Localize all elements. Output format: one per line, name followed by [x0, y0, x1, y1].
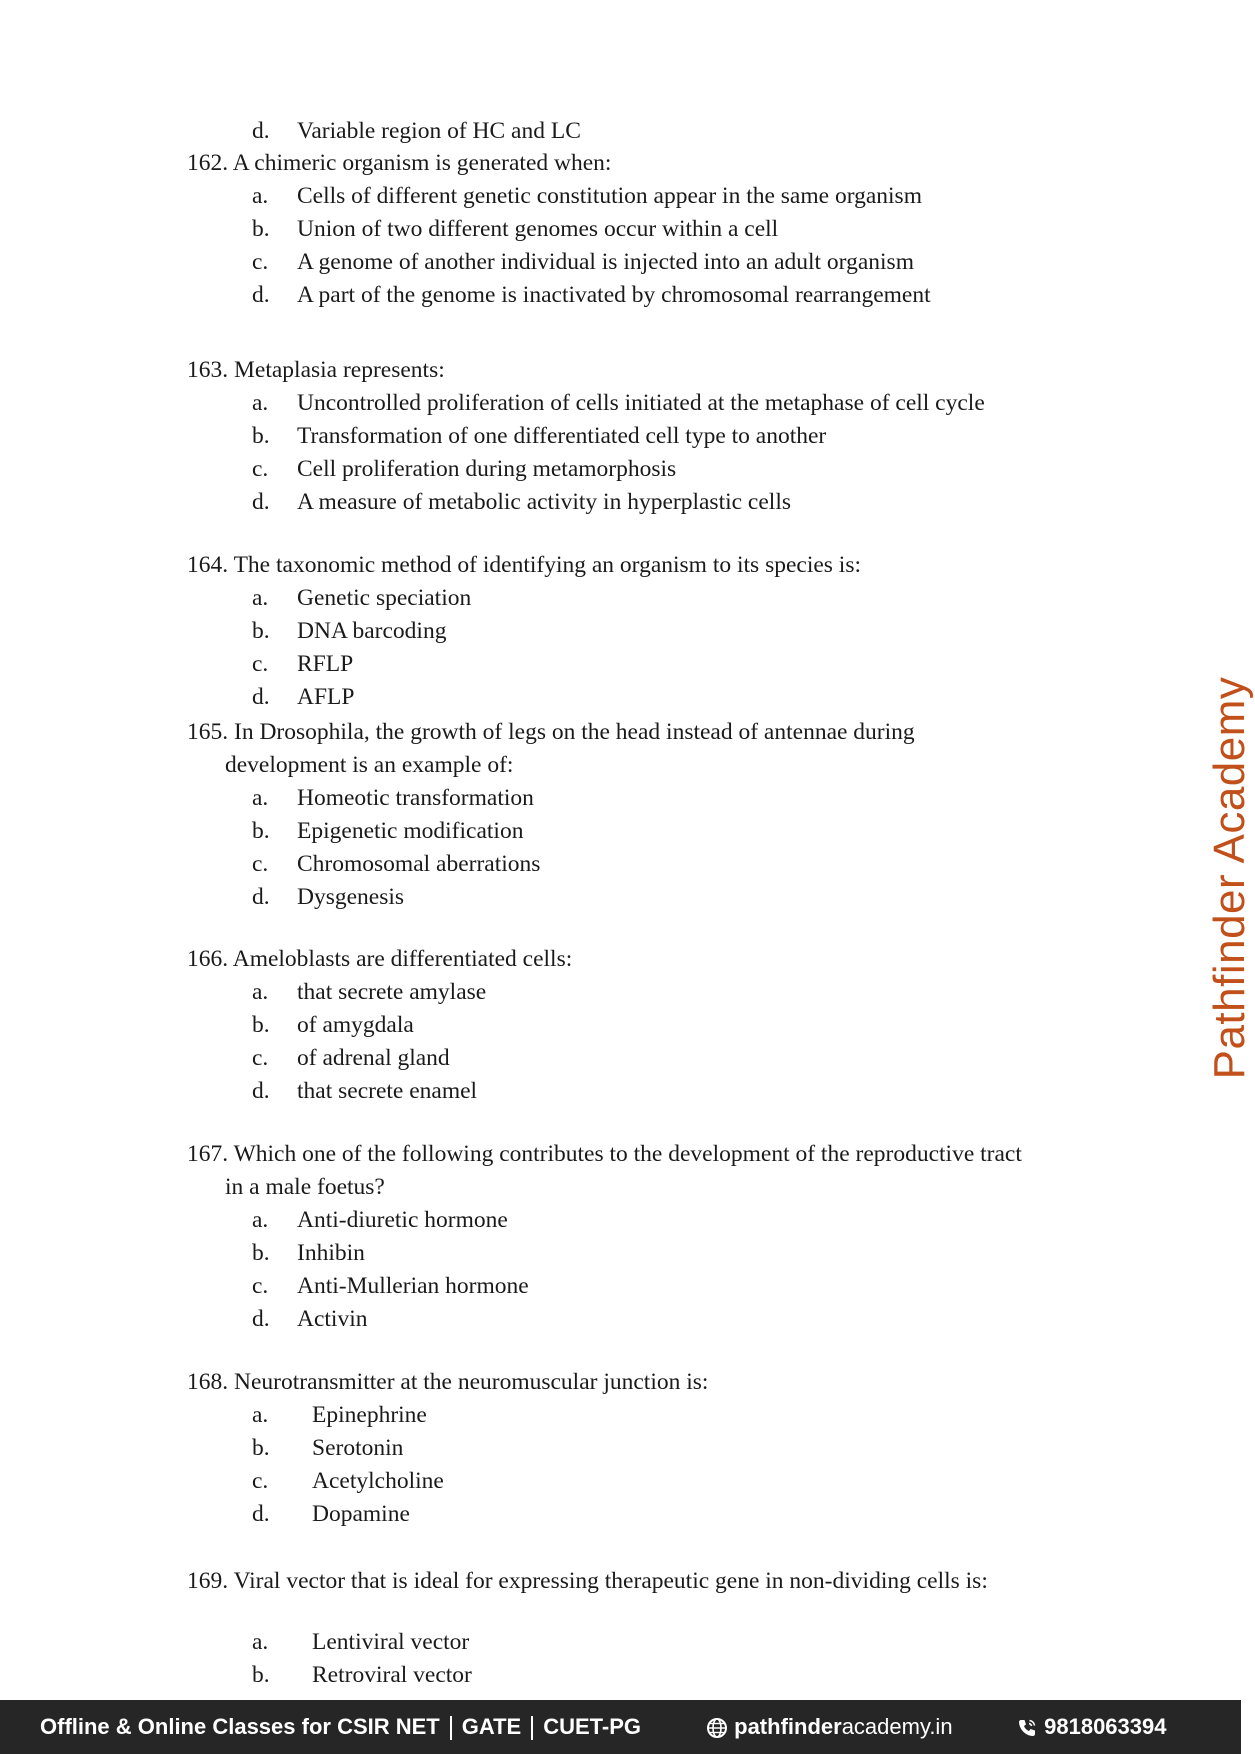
option-label: d.: [252, 884, 270, 910]
footer-phone[interactable]: [1016, 1700, 1166, 1754]
footer-exam-cuet: CUET-PG: [543, 1714, 642, 1739]
option-label: d.: [252, 684, 270, 710]
option-text: AFLP: [297, 684, 355, 710]
footer-website-bold: pathfinder: [734, 1714, 842, 1739]
option-text: DNA barcoding: [297, 618, 447, 644]
option-text: Acetylcholine: [312, 1468, 444, 1494]
option-text: A genome of another individual is injected into an adult organism: [297, 249, 914, 275]
question-166: [187, 943, 572, 1108]
option-item: [187, 1075, 572, 1108]
question-stem: Which one of the following contributes to the development of the reproductive tract: [233, 1141, 1022, 1167]
option-text: A measure of metabolic activity in hyperplastic cells: [297, 489, 791, 515]
question-number: 163.: [187, 357, 229, 383]
question-number: 167.: [187, 1141, 229, 1167]
option-item: [187, 1009, 572, 1042]
option-label: c.: [252, 851, 269, 877]
question-stem: Viral vector that is ideal for expressing therapeutic gene in non-dividing cells is:: [233, 1568, 988, 1594]
pathfinder-academy-watermark: Pathfinder Academy: [1205, 676, 1254, 1080]
option-text: Lentiviral vector: [312, 1629, 470, 1655]
option-label: d.: [252, 489, 270, 515]
option-item: [187, 1237, 1022, 1270]
question-162: [187, 147, 931, 312]
option-item: [187, 1465, 708, 1498]
question-text: [187, 549, 861, 582]
option-item: [187, 1626, 988, 1659]
option-item: [187, 681, 861, 714]
option-item: [187, 815, 915, 848]
option-label: c.: [252, 249, 269, 275]
option-label: a.: [252, 390, 269, 416]
option-item: [187, 582, 861, 615]
option-text: of amygdala: [297, 1012, 414, 1038]
question-text: [187, 716, 915, 749]
question-number: 162.: [187, 150, 229, 176]
question-number: 164.: [187, 552, 229, 578]
option-text: Anti-Mullerian hormone: [297, 1273, 529, 1299]
option-label: a.: [252, 979, 269, 1005]
option-item: [187, 279, 931, 312]
footer-website-link[interactable]: [706, 1700, 953, 1754]
option-text: Homeotic transformation: [297, 785, 534, 811]
footer-classes-text: Offline & Online Classes for CSIR NET: [40, 1714, 440, 1739]
option-text: Epigenetic modification: [297, 818, 524, 844]
option-item: [187, 1498, 708, 1531]
option-text: Activin: [297, 1306, 368, 1332]
option-label: c.: [252, 651, 269, 677]
option-item: [187, 1204, 1022, 1237]
option-text: Anti-diuretic hormone: [297, 1207, 508, 1233]
question-163: [187, 354, 985, 519]
question-168: [187, 1366, 708, 1531]
option-item: [187, 976, 572, 1009]
option-label: c.: [252, 1468, 269, 1494]
option-item: [187, 1042, 572, 1075]
question-text: [187, 1138, 1022, 1171]
option-text: RFLP: [297, 651, 354, 677]
footer-separator: [531, 1716, 533, 1740]
footer-classes-info: [40, 1700, 641, 1754]
option-text: Inhibin: [297, 1240, 365, 1266]
question-text: [187, 147, 611, 180]
option-label: c.: [252, 1045, 269, 1071]
option-label: a.: [252, 1402, 269, 1428]
footer-website-light: academy.in: [841, 1714, 953, 1739]
option-item: [187, 1303, 1022, 1336]
option-item: [187, 782, 915, 815]
option-label: a.: [252, 585, 269, 611]
option-item: [187, 615, 861, 648]
option-text: Dysgenesis: [297, 884, 405, 910]
option-text: Union of two different genomes occur within a cell: [297, 216, 779, 242]
option-item: [187, 881, 915, 914]
phone-icon: [1016, 1714, 1044, 1739]
option-item: [187, 1270, 1022, 1303]
option-label: b.: [252, 1012, 270, 1038]
question-169: [187, 1565, 988, 1692]
option-label: d.: [252, 1078, 270, 1104]
option-label: b.: [252, 618, 270, 644]
footer-phone-number: 9818063394: [1044, 1714, 1167, 1739]
option-text: Cells of different genetic constitution appear in the same organism: [297, 183, 922, 209]
option-label: b.: [252, 1662, 270, 1688]
option-text: A part of the genome is inactivated by chromosomal rearrangement: [297, 282, 931, 308]
question-number: 168.: [187, 1369, 229, 1395]
question-number: 165.: [187, 719, 229, 745]
option-text: that secrete amylase: [297, 979, 487, 1005]
option-label: b.: [252, 818, 270, 844]
question-stem-continued: development is an example of:: [225, 752, 514, 778]
option-label: b.: [252, 1240, 270, 1266]
question-stem: Neurotransmitter at the neuromuscular junction is:: [234, 1369, 709, 1395]
question-165: [187, 716, 915, 914]
option-item: [187, 1399, 708, 1432]
question-text: [187, 943, 572, 976]
option-text: Dopamine: [312, 1501, 410, 1527]
option-label: d.: [252, 1306, 270, 1332]
option-label: d.: [252, 282, 270, 308]
option-item: [187, 387, 985, 420]
option-text: Uncontrolled proliferation of cells initiated at the metaphase of cell cycle: [297, 390, 985, 416]
option-label: b.: [252, 1435, 270, 1461]
option-item: [187, 1659, 988, 1692]
question-167: [187, 1138, 1022, 1336]
option-item: [187, 486, 791, 519]
question-stem: A chimeric organism is generated when:: [232, 150, 612, 176]
option-item: [187, 1432, 708, 1465]
option-text: Chromosomal aberrations: [297, 851, 541, 877]
question-stem: The taxonomic method of identifying an organism to its species is:: [233, 552, 862, 578]
option-item: [187, 213, 779, 246]
option-label: b.: [252, 216, 270, 242]
option-text: Serotonin: [312, 1435, 404, 1461]
option-item: [187, 246, 914, 279]
option-text: Transformation of one differentiated cell type to another: [297, 423, 827, 449]
option-label: c.: [252, 456, 269, 482]
option-text: Retroviral vector: [312, 1662, 472, 1688]
option-text: Epinephrine: [312, 1402, 427, 1428]
question-text: [187, 1565, 988, 1598]
question-stem-continued: in a male foetus?: [225, 1174, 385, 1200]
footer-separator: [450, 1716, 452, 1740]
option-text: that secrete enamel: [297, 1078, 478, 1104]
option-item: [187, 180, 922, 213]
option-text: Cell proliferation during metamorphosis: [297, 456, 677, 482]
option-label: a.: [252, 785, 269, 811]
option-item: [187, 648, 861, 681]
question-text: [187, 354, 445, 387]
footer-bar: [0, 1700, 1241, 1754]
option-item: [187, 420, 827, 453]
option-label: b.: [252, 423, 270, 449]
option-label: a.: [252, 1629, 269, 1655]
option-text: Variable region of HC and LC: [297, 118, 581, 144]
question-stem: Ameloblasts are differentiated cells:: [232, 946, 573, 972]
globe-icon: [706, 1714, 734, 1739]
question-text: [187, 1366, 708, 1399]
option-item: [187, 453, 677, 486]
option-text: of adrenal gland: [297, 1045, 450, 1071]
question-stem: In Drosophila, the growth of legs on the head instead of antennae during: [234, 719, 915, 745]
option-label: d.: [252, 118, 270, 144]
option-label: a.: [252, 1207, 269, 1233]
option-label: a.: [252, 183, 269, 209]
question-stem: Metaplasia represents:: [234, 357, 445, 383]
question-number: 169.: [187, 1568, 229, 1594]
option-item: [187, 848, 915, 881]
question-164: [187, 549, 861, 714]
question-number: 166.: [187, 946, 229, 972]
option-label: d.: [252, 1501, 270, 1527]
option-label: c.: [252, 1273, 269, 1299]
option-text: Genetic speciation: [297, 585, 472, 611]
footer-exam-gate: GATE: [461, 1714, 522, 1739]
